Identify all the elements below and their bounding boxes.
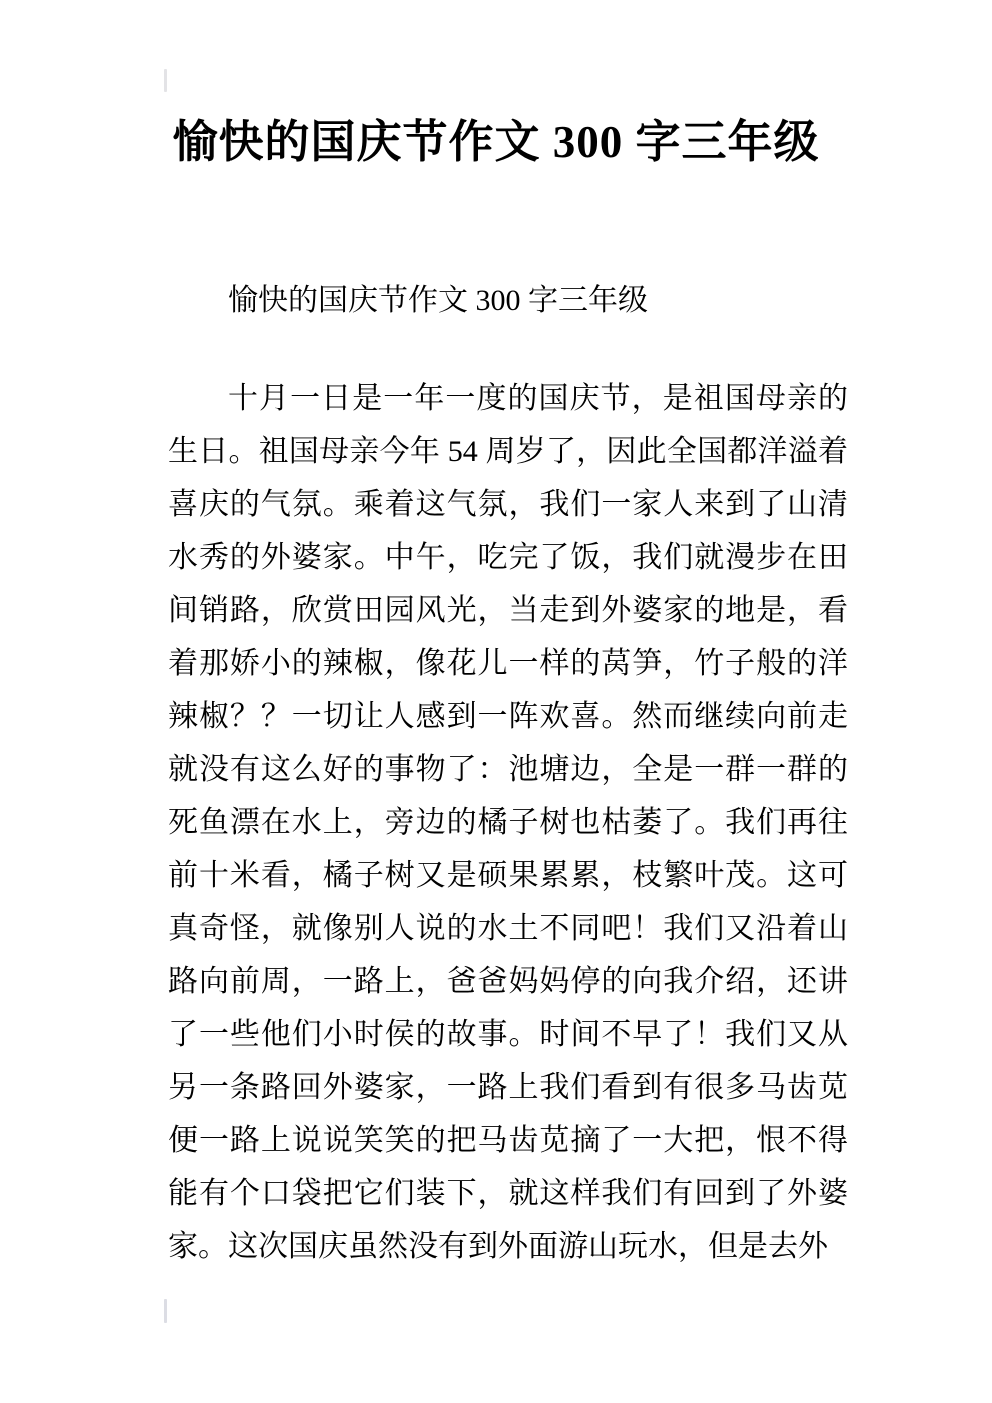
- essay-body-paragraph: 十月一日是一年一度的国庆节，是祖国母亲的生日。祖国母亲今年 54 周岁了，因此全国都洋溢着喜庆的气氛。乘着这气氛，我们一家人来到了山清水秀的外婆家。中午，吃完了饭，我们就漫步在田间销路，欣赏田园风光，当走到外婆家的地是，看着那娇小的辣椒，像花儿一样的莴笋，竹子般的洋辣椒？？一切让人感到一阵欢喜。然而继续向前走就没有这么好的事物了：池塘边，全是一群一群的死鱼漂在水上，旁边的橘子树也枯萎了。我们再往前十米看，橘子树又是硕果累累，枝繁叶茂。这可真奇怪，就像别人说的水土不同吧！我们又沿着山路向前周，一路上，爸爸妈妈停的向我介绍，还讲了一些他们小时侯的故事。时间不早了！我们又从另一条路回外婆家，一路上我们看到有很多马齿苋便一路上说说笑笑的把马齿苋摘了一大把，恨不得能有个口袋把它们装下，就这样我们有回到了外婆家。这次国庆虽然没有到外面游山玩水，但是去外: [168, 382, 848, 1263]
- margin-mark-bottom: [164, 1299, 167, 1323]
- document-subtitle: 愉快的国庆节作文 300 字三年级: [228, 284, 648, 317]
- document-title: 愉快的国庆节作文 300 字三年级: [172, 117, 820, 167]
- margin-mark-top: [164, 69, 167, 92]
